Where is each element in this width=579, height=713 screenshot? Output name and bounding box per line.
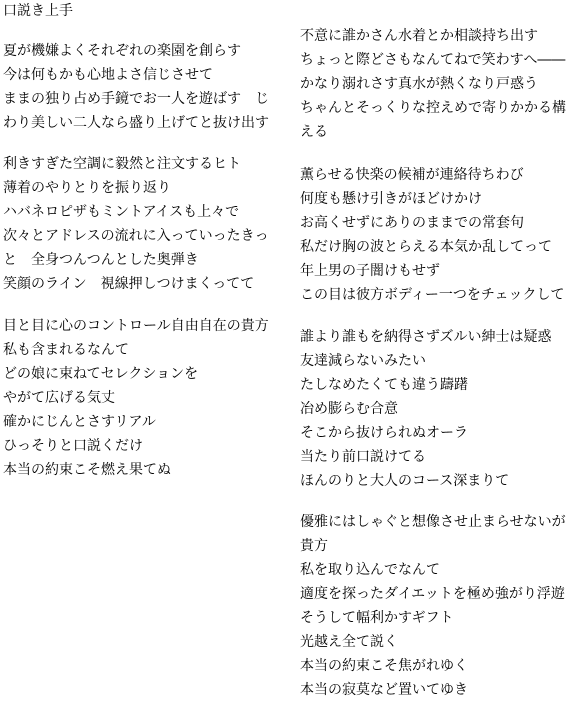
lyric-line: 光越え全て説く xyxy=(300,634,398,650)
left-stanza-2 xyxy=(3,152,283,296)
lyric-line: える xyxy=(300,124,328,140)
lyric-line: 目と目に心のコントロール自由自在の貴方 xyxy=(3,318,269,334)
lyric-line: ちょっと際どさもなんてねで笑わすへ―― xyxy=(300,52,566,68)
lyric-line: 私だけ胸の波とらえる本気か乱してって xyxy=(300,239,552,255)
right-column xyxy=(300,24,579,702)
lyric-line: 冶め膨らむ合意 xyxy=(300,401,398,417)
lyric-line: 誰より誰もを納得さずズルい紳士は疑惑 xyxy=(300,329,552,345)
lyric-line: そこから抜けられぬオーラ xyxy=(300,425,468,441)
right-stanza-3 xyxy=(300,325,579,493)
lyric-line: と 全身つんつんとした奥弾き xyxy=(3,252,199,268)
lyric-line: 貴方 xyxy=(300,538,328,554)
lyric-line: お高くせずにありのままでの常套句 xyxy=(300,215,524,231)
lyric-line: 確かにじんとさすリアル xyxy=(3,414,156,430)
lyric-line: やがて広げる気丈 xyxy=(3,390,115,406)
lyric-line: かなり溺れさす真水が熱くなり戸惑う xyxy=(300,76,538,92)
lyric-line: 当たり前口説けてる xyxy=(300,449,426,465)
lyric-line: 友達減らないみたい xyxy=(300,353,426,369)
lyric-line: 本当の約束こそ焦がれゆく xyxy=(300,658,468,674)
song-title: 口説き上手 xyxy=(3,3,73,19)
lyric-line: ほんのりと大人のコース深まりて xyxy=(300,473,510,489)
left-column xyxy=(3,39,283,482)
lyric-line: ハバネロピザもミントアイスも上々で xyxy=(3,204,240,220)
lyric-line: 年上男の子闇けもせず xyxy=(300,263,440,279)
right-stanza-2 xyxy=(300,163,579,307)
lyric-line: 笑顔のライン 視線押しつけまくってて xyxy=(3,276,255,292)
lyric-line: 何度も懸け引きがほどけかけ xyxy=(300,191,482,207)
lyric-line: この目は彼方ボディー一つをチェックして xyxy=(300,287,565,303)
lyric-line: 私を取り込んでなんて xyxy=(300,562,440,578)
lyric-line: 本当の約束こそ燃え果てぬ xyxy=(3,462,171,478)
lyric-line: 優雅にはしゃぐと想像させ止まらせないが xyxy=(300,514,566,530)
lyric-line: 私も含まれるなんて xyxy=(3,342,129,358)
lyric-line: ままの独り占め手鏡でお一人を遊ばす じ xyxy=(3,91,269,107)
lyric-line: どの娘に束ねてセレクションを xyxy=(3,366,199,382)
lyric-line: そうして幅利かすギフト xyxy=(300,610,454,626)
lyric-line: 適度を探ったダイエットを極め強がり浮遊 xyxy=(300,586,565,602)
lyric-line: 次々とアドレスの流れに入っていったきっ xyxy=(3,228,269,244)
lyric-line: 本当の寂莫など置いてゆき xyxy=(300,682,468,698)
lyric-line: 利きすぎた空調に毅然と注文するヒト xyxy=(3,156,241,172)
right-stanza-1 xyxy=(300,24,579,144)
right-stanza-4 xyxy=(300,510,579,702)
lyric-line: たしなめたくても違う躊躇 xyxy=(300,377,468,393)
lyric-line: ちゃんとそっくりな控えめで寄りかかる構 xyxy=(300,100,566,116)
lyric-line: 薫らせる快楽の候補が連絡待ちわび xyxy=(300,167,524,183)
lyric-line: 今は何もかも心地よさ信じさせて xyxy=(3,67,213,83)
lyric-line: ひっそりと口説くだけ xyxy=(3,438,143,454)
lyric-line: 夏が機嫌よくそれぞれの楽園を創らす xyxy=(3,43,241,59)
lyric-line: わり美しい二人なら盛り上げてと抜け出す xyxy=(3,115,269,131)
left-stanza-3 xyxy=(3,314,283,482)
left-stanza-1 xyxy=(3,39,283,135)
lyric-line: 薄着のやりとりを振り返り xyxy=(3,180,171,196)
lyric-line: 不意に誰かさん水着とか相談持ち出す xyxy=(300,28,538,44)
